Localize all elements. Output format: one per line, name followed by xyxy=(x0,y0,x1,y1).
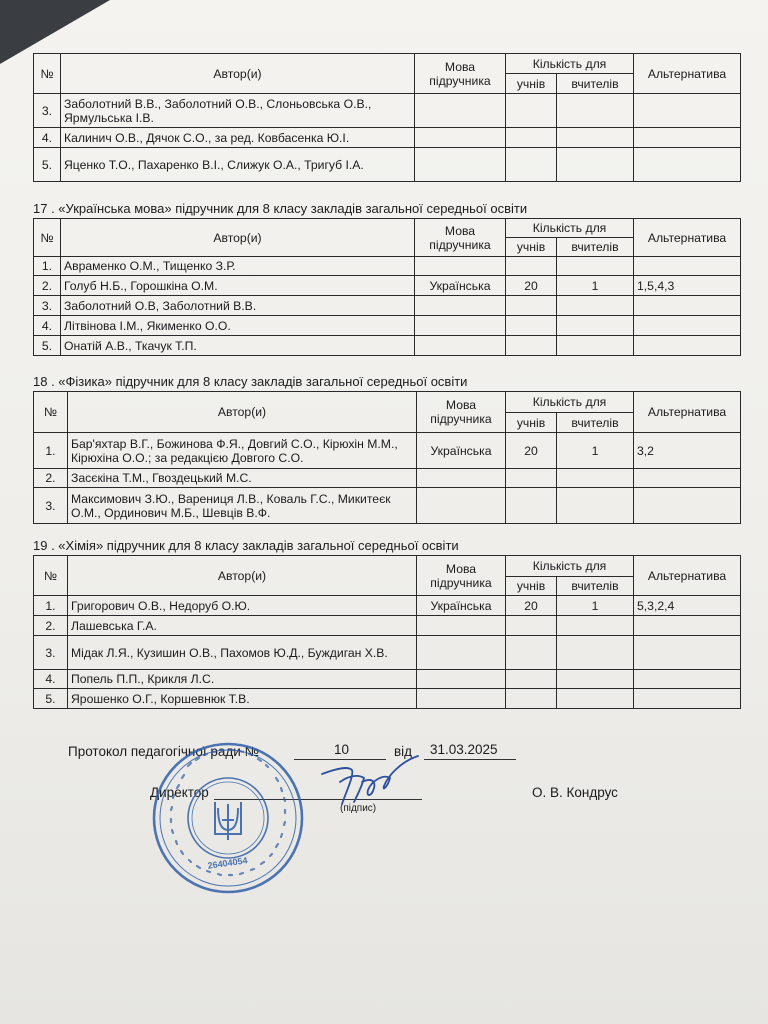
row-language xyxy=(417,670,506,689)
row-teachers: 1 xyxy=(557,433,634,469)
row-author: Голуб Н.Б., Горошкіна О.М. xyxy=(61,276,415,296)
header-teachers: вчителів xyxy=(557,413,634,433)
row-language xyxy=(415,336,506,356)
protocol-date: 31.03.2025 xyxy=(430,742,498,757)
table-row xyxy=(34,128,741,148)
row-num: 1. xyxy=(34,596,68,616)
row-alternative xyxy=(634,616,741,636)
row-num: 1. xyxy=(34,257,61,276)
svg-text:26404054: 26404054 xyxy=(207,855,249,871)
row-language xyxy=(417,689,506,709)
row-students: 20 xyxy=(506,433,557,469)
row-teachers xyxy=(557,316,634,336)
row-students xyxy=(506,469,557,488)
row-author: Григорович О.В., Недоруб О.Ю. xyxy=(68,596,417,616)
row-teachers xyxy=(557,488,634,524)
row-language: Українська xyxy=(415,276,506,296)
row-language xyxy=(415,296,506,316)
row-alternative xyxy=(634,636,741,670)
row-language xyxy=(417,616,506,636)
row-alternative xyxy=(634,336,741,356)
header-language: Мова підручника xyxy=(417,556,506,596)
row-teachers xyxy=(557,636,634,670)
row-author: Літвінова І.М., Якименко О.О. xyxy=(61,316,415,336)
row-teachers xyxy=(557,336,634,356)
header-num: № xyxy=(34,392,68,433)
row-alternative xyxy=(634,148,741,182)
row-author: Ярошенко О.Г., Коршевнюк Т.В. xyxy=(68,689,417,709)
table-row xyxy=(34,296,741,316)
header-students: учнів xyxy=(506,577,557,596)
protocol-label: Протокол педагогічної ради № xyxy=(68,744,259,759)
table-continuation xyxy=(33,53,741,182)
row-teachers xyxy=(557,128,634,148)
row-teachers xyxy=(557,148,634,182)
row-author: Яценко Т.О., Пахаренко В.І., Слижук О.А., Тригуб І.А. xyxy=(61,148,415,182)
row-author: Попель П.П., Крикля Л.С. xyxy=(68,670,417,689)
row-students xyxy=(506,128,557,148)
row-language xyxy=(415,128,506,148)
row-num: 5. xyxy=(34,336,61,356)
row-alternative: 3,2 xyxy=(634,433,741,469)
header-author: Автор(и) xyxy=(61,219,415,257)
header-num: № xyxy=(34,54,61,94)
row-author: Заболотний О.В, Заболотний В.В. xyxy=(61,296,415,316)
row-alternative: 1,5,4,3 xyxy=(634,276,741,296)
row-num: 4. xyxy=(34,316,61,336)
row-teachers xyxy=(557,469,634,488)
table-row xyxy=(34,276,741,296)
row-students xyxy=(506,257,557,276)
header-alternative: Альтернатива xyxy=(634,219,741,257)
row-num: 2. xyxy=(34,276,61,296)
table-row xyxy=(34,469,741,488)
row-teachers xyxy=(557,670,634,689)
row-teachers xyxy=(557,257,634,276)
header-students: учнів xyxy=(506,413,557,433)
header-author: Автор(и) xyxy=(68,392,417,433)
section-title-ukrainian: 17 . «Українська мова» підручник для 8 класу закладів загальної середньої освіти xyxy=(33,201,528,216)
director-label: Директор xyxy=(150,785,209,800)
row-students: 20 xyxy=(506,276,557,296)
row-num: 4. xyxy=(34,670,68,689)
table-row xyxy=(34,148,741,182)
protocol-number: 10 xyxy=(334,742,350,757)
row-teachers xyxy=(557,94,634,128)
row-language: Українська xyxy=(417,433,506,469)
row-students xyxy=(506,670,557,689)
header-quantity: Кількість для xyxy=(506,392,634,413)
row-language xyxy=(415,94,506,128)
row-num: 3. xyxy=(34,296,61,316)
row-students xyxy=(506,689,557,709)
header-num: № xyxy=(34,219,61,257)
row-language xyxy=(417,488,506,524)
row-author: Заболотний В.В., Заболотний О.В., Слоньовська О.В., Ярмульська І.В. xyxy=(61,94,415,128)
row-num: 3. xyxy=(34,636,68,670)
row-num: 3. xyxy=(34,488,68,524)
header-students: учнів xyxy=(506,238,557,257)
table-row xyxy=(34,336,741,356)
director-signature xyxy=(318,752,428,812)
row-alternative: 5,3,2,4 xyxy=(634,596,741,616)
row-language xyxy=(417,636,506,670)
row-teachers xyxy=(557,616,634,636)
row-author: Калинич О.В., Дячок С.О., за ред. Ковбасенка Ю.І. xyxy=(61,128,415,148)
row-students xyxy=(506,336,557,356)
row-alternative xyxy=(634,488,741,524)
protocol-date-underline xyxy=(424,759,516,760)
header-teachers: вчителів xyxy=(557,74,634,94)
row-students xyxy=(506,616,557,636)
table-row xyxy=(34,670,741,689)
header-alternative: Альтернатива xyxy=(634,392,741,433)
row-num: 2. xyxy=(34,469,68,488)
header-teachers: вчителів xyxy=(557,577,634,596)
row-students xyxy=(506,296,557,316)
header-alternative: Альтернатива xyxy=(634,556,741,596)
table-row xyxy=(34,689,741,709)
section-title-physics: 18 . «Фізика» підручник для 8 класу закладів загальної середньої освіти xyxy=(33,374,468,389)
row-alternative xyxy=(634,128,741,148)
header-quantity: Кількість для xyxy=(506,54,634,74)
row-students: 20 xyxy=(506,596,557,616)
table-chemistry xyxy=(33,555,741,709)
row-num: 5. xyxy=(34,148,61,182)
date-label: від xyxy=(394,744,413,759)
row-students xyxy=(506,488,557,524)
row-alternative xyxy=(634,316,741,336)
row-alternative xyxy=(634,469,741,488)
row-author: Лашевська Г.А. xyxy=(68,616,417,636)
row-language xyxy=(415,148,506,182)
row-author: Бар'яхтар В.Г., Божинова Ф.Я., Довгий С.О., Кірюхін М.М., Кірюхіна О.О.; за редакцією Довгого С.О. xyxy=(68,433,417,469)
row-language xyxy=(415,257,506,276)
table-physics xyxy=(33,391,741,524)
row-teachers: 1 xyxy=(557,596,634,616)
row-alternative xyxy=(634,257,741,276)
row-author: Авраменко О.М., Тищенко З.Р. xyxy=(61,257,415,276)
header-author: Автор(и) xyxy=(61,54,415,94)
row-students xyxy=(506,636,557,670)
header-alternative: Альтернатива xyxy=(634,54,741,94)
row-students xyxy=(506,148,557,182)
header-language: Мова підручника xyxy=(415,219,506,257)
row-num: 4. xyxy=(34,128,61,148)
table-row xyxy=(34,636,741,670)
coat-of-arms-icon xyxy=(215,802,241,840)
section-title-chemistry: 19 . «Хімія» підручник для 8 класу закладів загальної середньої освіти xyxy=(33,538,459,553)
header-quantity: Кількість для xyxy=(506,219,634,238)
table-row xyxy=(34,94,741,128)
page-corner-shadow xyxy=(0,0,110,64)
table-row xyxy=(34,257,741,276)
table-row xyxy=(34,316,741,336)
row-num: 3. xyxy=(34,94,61,128)
row-alternative xyxy=(634,670,741,689)
row-teachers xyxy=(557,296,634,316)
row-num: 1. xyxy=(34,433,68,469)
row-students xyxy=(506,316,557,336)
row-language: Українська xyxy=(417,596,506,616)
header-students: учнів xyxy=(506,74,557,94)
row-alternative xyxy=(634,296,741,316)
table-row xyxy=(34,596,741,616)
row-num: 2. xyxy=(34,616,68,636)
signature-caption: (підпис) xyxy=(340,803,377,814)
header-teachers: вчителів xyxy=(557,238,634,257)
row-teachers xyxy=(557,689,634,709)
table-row xyxy=(34,433,741,469)
row-students xyxy=(506,94,557,128)
table-row xyxy=(34,488,741,524)
director-name: О. В. Кондрус xyxy=(532,785,618,800)
header-author: Автор(и) xyxy=(68,556,417,596)
row-author: Онатій А.В., Ткачук Т.П. xyxy=(61,336,415,356)
header-num: № xyxy=(34,556,68,596)
row-author: Засєкіна Т.М., Гвоздецький М.С. xyxy=(68,469,417,488)
header-quantity: Кількість для xyxy=(506,556,634,577)
row-teachers: 1 xyxy=(557,276,634,296)
row-author: Мідак Л.Я., Кузишин О.В., Пахомов Ю.Д., Буждиган Х.В. xyxy=(68,636,417,670)
official-stamp xyxy=(148,738,308,898)
header-language: Мова підручника xyxy=(415,54,506,94)
row-language xyxy=(417,469,506,488)
row-alternative xyxy=(634,689,741,709)
row-language xyxy=(415,316,506,336)
header-language: Мова підручника xyxy=(417,392,506,433)
row-alternative xyxy=(634,94,741,128)
table-row xyxy=(34,616,741,636)
table-ukrainian-language xyxy=(33,218,741,356)
row-author: Максимович З.Ю., Варениця Л.В., Коваль Г.С., Микитеєк О.М., Ординович М.Б., Шевців В.Ф. xyxy=(68,488,417,524)
row-num: 5. xyxy=(34,689,68,709)
